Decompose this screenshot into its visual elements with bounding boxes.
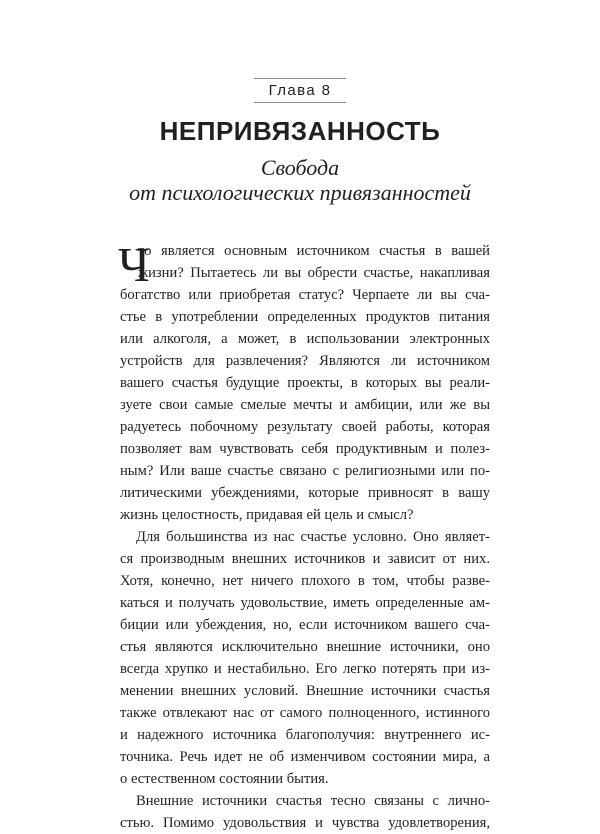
paragraph [120,790,490,834]
chapter-subtitle [0,155,600,205]
text-line: ным? Или ваше счастье связано с религиозными или по- [120,463,490,479]
text-line: радуетесь побочному результату своей работы, которая [120,419,490,435]
text-line: устройств для развлечения? Являются ли источником [120,353,490,369]
paragraph [120,526,490,790]
text-line: Для большинства из нас счастье условно. Оно являет- [136,529,490,545]
text-line: менении внешних условий. Внешние источники счастья [120,683,490,699]
drop-cap: Ч [118,237,150,292]
body-text [118,237,490,834]
text-line: ся производным внешних источников и зависит от них. [120,551,490,567]
text-line: каться и получать удовольствие, иметь определенные ам- [120,595,490,611]
text-line: или алкоголя, а может, в использовании электронных [120,331,490,347]
subtitle-line-1: Свобода [260,155,340,180]
text-line: всегда хрупко и нестабильно. Его легко потерять при из- [120,661,490,677]
text-line: позволяет вам чувствовать себя продуктивным и полез- [120,441,490,457]
text-line: и надежного источника благополучия: внутреннего ис- [120,727,490,743]
text-line: стье в употреблении определенных продуктов питания [120,309,490,325]
text-line: стья являются исключительно внешние источники, оно [120,639,490,655]
text-line: жизнь целостность, придавая ей цель и смысл? [120,507,414,523]
text-line: жизни? Пытаетесь ли вы обрести счастье, накапливая [138,265,490,281]
text-line: точника. Речь идет не об изменчивом состоянии мира, а [120,749,490,765]
text-line: вашего счастья будущие проекты, в которых вы реали- [120,375,490,391]
text-line: литическими убеждениями, которые привносят в вашу [120,485,490,501]
text-line: Внешние источники счастья тесно связаны с лично- [136,793,490,809]
subtitle-line-2: от психологических привязанностей [129,180,471,205]
chapter-label: Глава 8 [268,82,332,99]
text-line: зуете свои самые смелые мечты и амбиции, или же вы [120,397,490,413]
paragraph [118,237,490,526]
text-line: о естественном состоянии бытия. [120,771,329,787]
chapter-title: НЕПРИВЯЗАННОСТЬ [159,116,441,146]
text-line: Хотя, конечно, нет ничего плохого в том, чтобы разве- [120,573,490,589]
chapter-label-bottom-rule [254,102,346,103]
chapter-label-top-rule [254,78,346,79]
text-line: богатство или приобретая статус? Черпаете ли вы сча- [120,287,490,303]
text-line: также отвлекают нас от самого полноценного, истинного [120,705,490,721]
text-line: стью. Помимо удовольствия и чувства удовлетворения, [120,815,490,831]
text-line: то является основным источником счастья в вашей [138,243,490,259]
text-line: биции или убеждения, но, если источником вашего сча- [120,617,490,633]
